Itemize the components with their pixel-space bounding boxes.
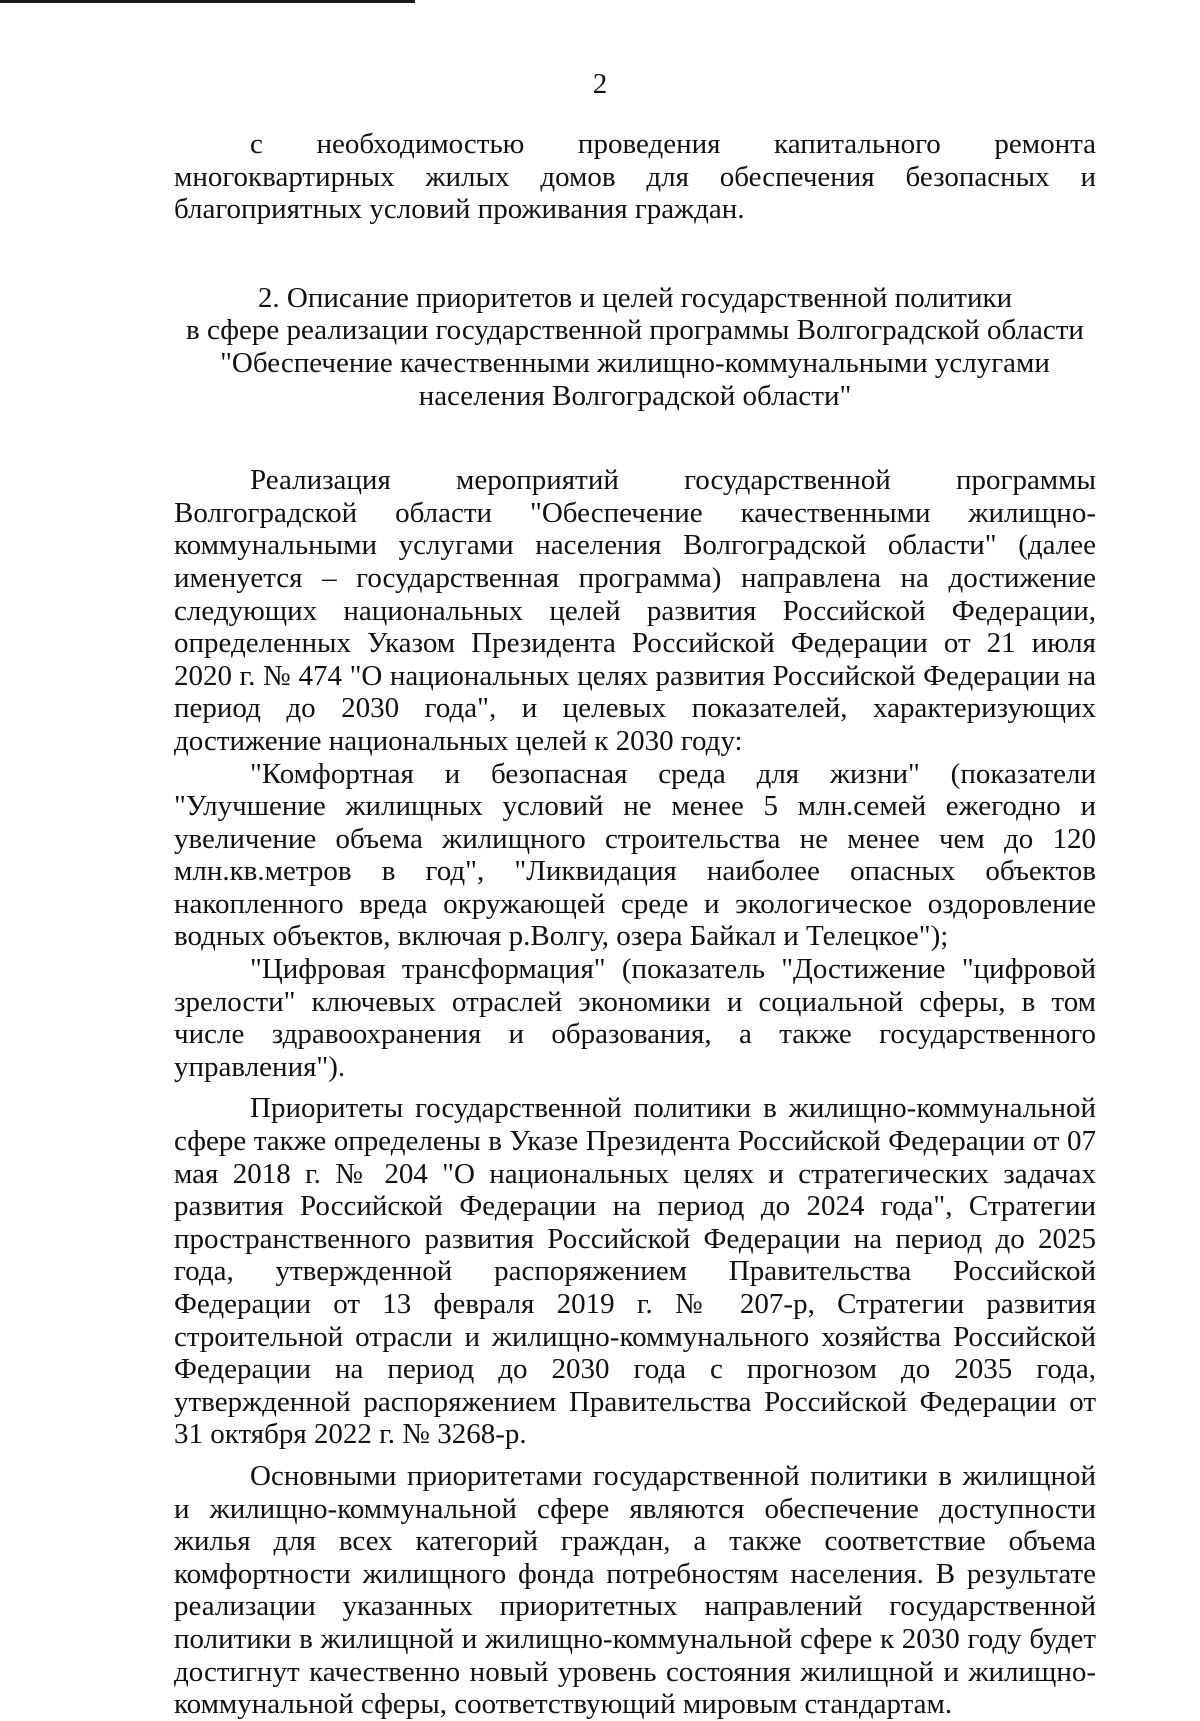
section-heading bbox=[174, 282, 1096, 412]
section-heading-line: "Обеспечение качественными жилищно-коммунальными услугами bbox=[220, 346, 1050, 379]
document-body bbox=[174, 128, 1096, 1721]
opening-paragraph: с необходимостью проведения капитального ремонта многоквартирных жилых домов для обеспечения безопасных и благоприятных условий проживания граждан. bbox=[174, 128, 1096, 226]
section-heading-line: в сфере реализации государственной программы Волгоградской области bbox=[186, 314, 1084, 347]
scan-edge-line bbox=[0, 0, 415, 3]
section-heading-line: 2. Описание приоритетов и целей государственной политики bbox=[257, 281, 1013, 314]
section-heading-line: населения Волгоградской области" bbox=[418, 379, 852, 412]
paragraph-main-priorities: Основными приоритетами государственной политики в жилищной и жилищно-коммунальной сфере являются обеспечение доступности жилья для всех категорий граждан, а также соответствие объема комфортности жилищного фонда потребностям населения. В результате реализации указанных приоритетных направлений государственной политики в жилищной и жилищно-коммунальной сфере к 2030 году будет достигнут качественно новый уровень состояния жилищной и жилищно-коммунальной сферы, соответствующий мировым стандартам. bbox=[174, 1459, 1096, 1721]
paragraph-national-goals: Реализация мероприятий государственной программы Волгоградской области "Обеспечение качественными жилищно-коммунальными услугами населения Волгоградской области" (далее именуется – государственная программа) направлена на достижение следующих национальных целей развития Российской Федерации, определенных Указом Президента Российской Федерации от 21 июля 2020 г. № 474 "О национальных целях развития Российской Федерации на период до 2030 года", и целевых показателей, характеризующих достижение национальных целей к 2030 году: bbox=[174, 464, 1096, 757]
paragraph-comfortable-environment: "Комфортная и безопасная среда для жизни" (показатели "Улучшение жилищных условий не менее 5 млн.семей ежегодно и увеличение объема жилищного строительства не менее чем до 120 млн.кв.метров в год", "Ликвидация наиболее опасных объектов накопленного вреда окружающей среде и экологическое оздоровление водных объектов, включая р.Волгу, озера Байкал и Телецкое"); bbox=[174, 757, 1096, 953]
paragraph-policy-priorities: Приоритеты государственной политики в жилищно-коммунальной сфере также определены в Указе Президента Российской Федерации от 07 мая 2018 г. № 204 "О национальных целях и стратегических задачах развития Российской Федерации на период до 2024 года", Стратегии пространственного развития Российской Федерации на период до 2025 года, утвержденной распоряжением Правительства Российской Федерации от 13 февраля 2019 г. № 207-р, Стратегии развития строительной отрасли и жилищно-коммунального хозяйства Российской Федерации на период до 2030 года с прогнозом до 2035 года, утвержденной распоряжением Правительства Российской Федерации от 31 октября 2022 г. № 3268-р. bbox=[174, 1092, 1096, 1451]
paragraph-digital-transformation: "Цифровая трансформация" (показатель "Достижение "цифровой зрелости" ключевых отраслей экономики и социальной сферы, в том числе здравоохранения и образования, а также государственного управления"). bbox=[174, 953, 1096, 1083]
page-number: 2 bbox=[592, 68, 608, 100]
